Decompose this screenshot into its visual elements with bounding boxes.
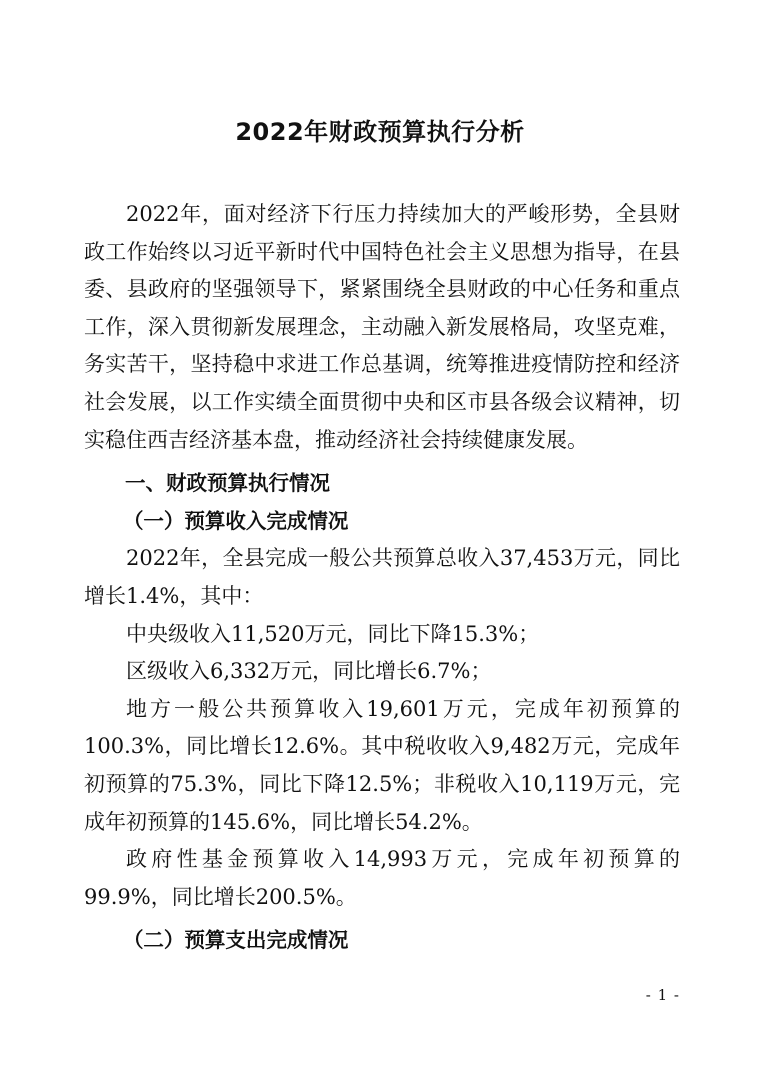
central-revenue-paragraph: 中央级收入11,520万元，同比下降15.3%； bbox=[126, 621, 540, 646]
regional-revenue-paragraph: 区级收入6,332万元，同比增长6.7%； bbox=[126, 659, 492, 684]
subsection-heading-expenditure: （二）预算支出完成情况 bbox=[122, 928, 349, 953]
subsection-heading-revenue: （一）预算收入完成情况 bbox=[122, 508, 349, 533]
intro-paragraph: 2022年，面对经济下行压力持续加大的严峻形势，全县财政工作始终以习近平新时代中国特色社会主义思想为指导，在县委、县政府的坚强领导下，紧紧围绕全县财政的中心任务和重点工作，深入贯彻新发展理念，主动融入新发展格局，攻坚克难，务实苦干，坚持稳中求进工作总基调，统筹推进疫情防控和经济社会发展，以工作实绩全面贯彻中央和区市县各级会议精神，切实稳住西吉经济基本盘，推动经济社会持续健康发展。 bbox=[84, 202, 680, 452]
document-title: 2022年财政预算执行分析 bbox=[235, 118, 525, 146]
section-heading-budget-execution: 一、财政预算执行情况 bbox=[125, 471, 330, 496]
page-number: - 1 - bbox=[645, 986, 680, 1004]
document-body bbox=[84, 196, 680, 960]
revenue-total-paragraph: 2022年，全县完成一般公共预算总收入37,453万元，同比增长1.4%，其中： bbox=[84, 546, 680, 608]
fund-revenue-paragraph: 政府性基金预算收入14,993万元，完成年初预算的99.9%，同比增长200.5%。 bbox=[84, 847, 680, 909]
local-revenue-paragraph: 地方一般公共预算收入19,601万元，完成年初预算的100.3%，同比增长12.6%。其中税收收入9,482万元，完成年初预算的75.3%，同比下降12.5%；非税收入10,119万元，完成年初预算的145.6%，同比增长54.2%。 bbox=[84, 696, 680, 834]
